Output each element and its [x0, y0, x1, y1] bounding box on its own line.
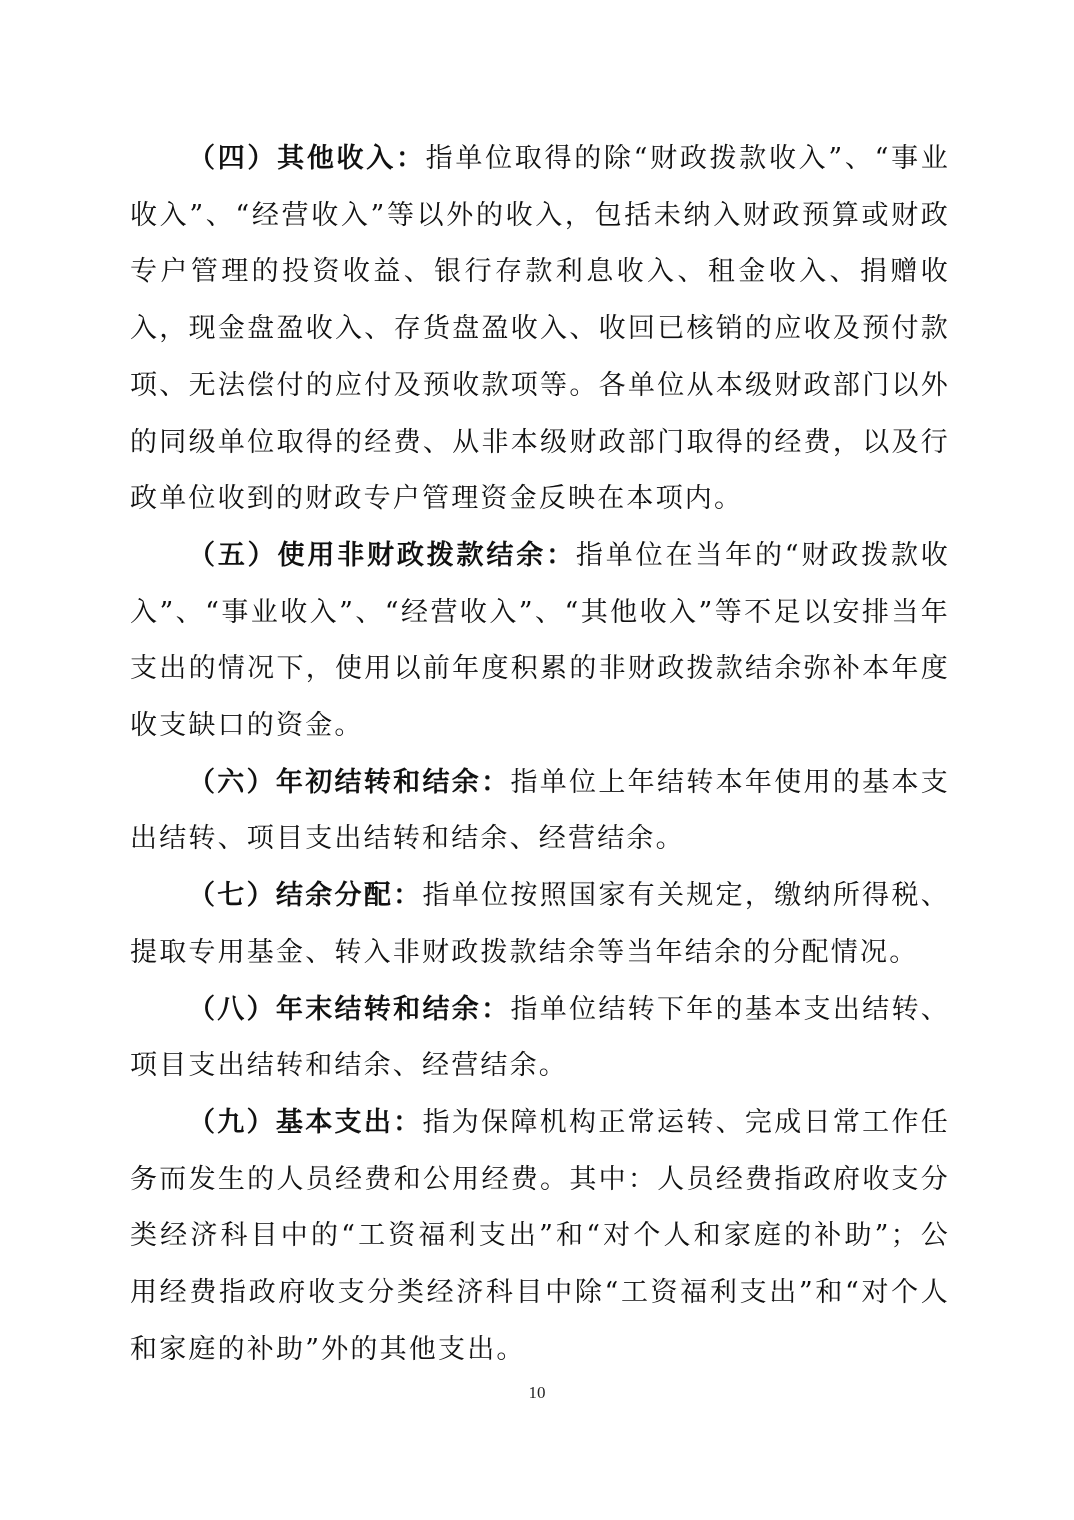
paragraph-non-fiscal-surplus — [130, 528, 950, 755]
paragraph-other-income — [130, 131, 950, 528]
term-definition: 指单位按照国家有关规定，缴纳所得税、提取专用基金、转入非财政拨款结余等当年结余的分配情况。 — [130, 880, 950, 968]
term-definition: 指单位在当年的“财政拨款收入”、“事业收入”、“经营收入”、“其他收入”等不足以安排当年支出的情况下，使用以前年度积累的非财政拨款结余弥补本年度收支缺口的资金。 — [130, 539, 950, 742]
term-heading: （七）结余分配： — [188, 880, 423, 912]
term-heading: （八）年末结转和结余： — [188, 993, 511, 1025]
term-heading: （六）年初结转和结余： — [188, 766, 511, 798]
paragraph-surplus-distribution — [130, 868, 950, 981]
term-definition: 指为保障机构正常运转、完成日常工作任务而发生的人员经费和公用经费。其中：人员经费指政府收支分类经济科目中的“工资福利支出”和“对个人和家庭的补助”；公用经费指政府收支分类经济科目中除“工资福利支出”和“对个人和家庭的补助”外的其他支出。 — [130, 1106, 950, 1365]
document-body — [130, 131, 950, 1378]
term-heading: （五）使用非财政拨款结余： — [188, 539, 576, 571]
page-number: 10 — [528, 1383, 546, 1402]
term-definition: 指单位结转下年的基本支出结转、项目支出结转和结余、经营结余。 — [130, 993, 951, 1082]
term-heading: （四）其他收入： — [188, 143, 426, 174]
term-definition: 指单位取得的除“财政拨款收入”、“事业收入”、“经营收入”等以外的收入，包括未纳入财政预算或财政专户管理的投资收益、银行存款利息收入、租金收入、捐赠收入，现金盘盈收入、存货盘盈收入、收回已核销的应收及预付款项、无法偿付的应付及预收款项等。各单位从本级财政部门以外的同级单位取得的经费、从非本级财政部门取得的经费，以及行政单位收到的财政专户管理资金反映在本项内。 — [130, 143, 950, 515]
term-heading: （九）基本支出： — [188, 1106, 423, 1138]
term-definition: 指单位上年结转本年使用的基本支出结转、项目支出结转和结余、经营结余。 — [130, 766, 951, 855]
paragraph-basic-expenditure — [130, 1095, 950, 1379]
paragraph-beginning-carryover — [130, 755, 950, 868]
paragraph-ending-carryover — [130, 982, 950, 1095]
